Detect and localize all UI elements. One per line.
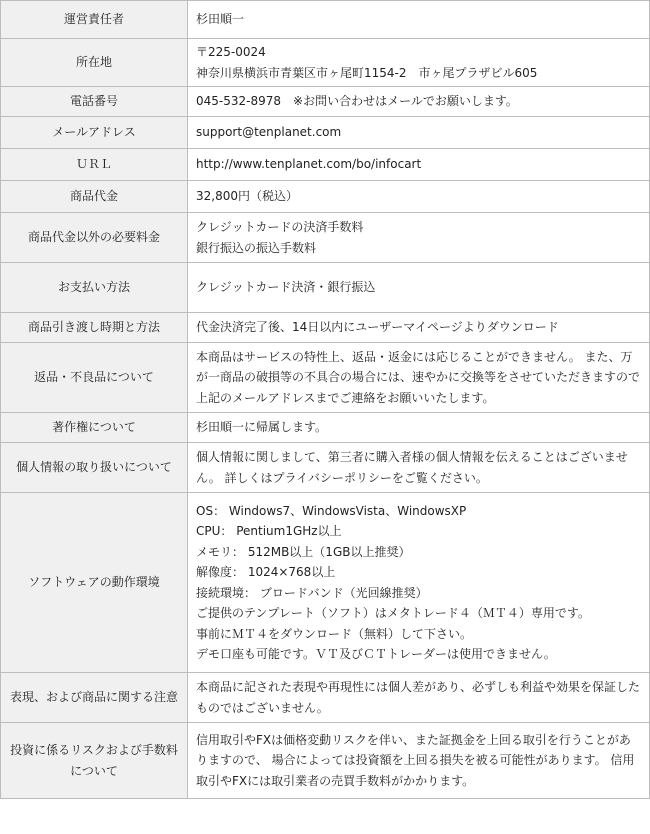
row-value <box>188 443 650 493</box>
row-value <box>188 1 650 39</box>
row-email <box>1 117 650 149</box>
row-value <box>188 493 650 673</box>
value-line: CPU： Pentium1GHz以上 <box>196 524 342 538</box>
value-line: クレジットカードの決済手数料 <box>196 220 364 234</box>
row-manager <box>1 1 650 39</box>
row-label: ソフトウェアの動作環境 <box>1 493 188 673</box>
value-line: http://www.tenplanet.com/bo/infocart <box>196 157 422 172</box>
value-line: クレジットカード決済・銀行振込 <box>196 280 376 295</box>
row-value <box>188 343 650 413</box>
row-copyright <box>1 413 650 443</box>
row-value <box>188 313 650 343</box>
row-value <box>188 673 650 723</box>
value-line: 本商品に記された表現や再現性には個人差があり、必ずしも利益や効果を保証したものではございません。 <box>196 680 641 715</box>
row-value <box>188 263 650 313</box>
value-line: 代金決済完了後、14日以内にユーザーマイページよりダウンロード <box>196 320 559 335</box>
row-label: ＵＲＬ <box>1 149 188 181</box>
row-label: 所在地 <box>1 39 188 87</box>
row-value <box>188 117 650 149</box>
row-value <box>188 149 650 181</box>
row-phone <box>1 87 650 117</box>
row-label: 電話番号 <box>1 87 188 117</box>
value-line: ご提供のテンプレート（ソフト）はメタトレード４（ＭＴ４）専用です。 <box>196 606 590 620</box>
row-label: メールアドレス <box>1 117 188 149</box>
row-value <box>188 413 650 443</box>
value-line: 事前にＭＴ４をダウンロード（無料）して下さい。 <box>196 626 473 641</box>
value-line: メモリ： 512MB以上（1GB以上推奨） <box>196 544 411 559</box>
row-system-requirements <box>1 493 650 673</box>
value-line: 接続環境： ブロードバンド（光回線推奨） <box>196 585 428 600</box>
row-value <box>188 181 650 213</box>
row-label: 個人情報の取り扱いについて <box>1 443 188 493</box>
value-line: 本商品はサービスの特性上、返品・返金には応じることができません。 また、万が一商品の破損等の不具合の場合には、速やかに交換等をさせていただきますので上記のメールアドレスまでご連絡をお願いいたします。 <box>196 349 641 405</box>
value-line: 解像度： 1024×768以上 <box>196 565 336 579</box>
row-value <box>188 39 650 87</box>
value-line: 神奈川県横浜市青葉区市ヶ尾町1154-2 市ヶ尾プラザビル605 <box>196 65 538 80</box>
info-table-body <box>1 1 650 799</box>
value-line: 045-532-8978 ※お問い合わせはメールでお願いします。 <box>196 94 518 109</box>
row-privacy <box>1 443 650 493</box>
row-label: 商品代金以外の必要料金 <box>1 213 188 263</box>
row-extra-fees <box>1 213 650 263</box>
row-label: 運営責任者 <box>1 1 188 39</box>
row-label: 商品代金 <box>1 181 188 213</box>
value-line: 〒225-0024 <box>196 45 266 59</box>
value-line: support@tenplanet.com <box>196 125 342 140</box>
row-address <box>1 39 650 87</box>
value-line: 32,800円（税込） <box>196 189 298 204</box>
row-price <box>1 181 650 213</box>
row-returns <box>1 343 650 413</box>
row-value <box>188 213 650 263</box>
row-label: 著作権について <box>1 413 188 443</box>
row-label: 返品・不良品について <box>1 343 188 413</box>
row-label: 商品引き渡し時期と方法 <box>1 313 188 343</box>
value-line: 個人情報に関しまして、第三者に購入者様の個人情報を伝えることはございません。 詳しくはプライバシーポリシーをご覧ください。 <box>196 450 628 485</box>
value-line: OS： Windows7、WindowsVista、WindowsXP <box>196 503 467 518</box>
value-line: 銀行振込の振込手数料 <box>196 240 317 255</box>
value-line: デモ口座も可能です。ＶＴ及びＣＴトレーダーは使用できません。 <box>196 647 556 661</box>
row-url <box>1 149 650 181</box>
row-investment-risk <box>1 723 650 799</box>
value-line: 杉田順一に帰属します。 <box>196 420 328 435</box>
row-disclaimer <box>1 673 650 723</box>
value-line: 信用取引やFXは価格変動リスクを伴い、また証拠金を上回る取引を行うことがありますので、 場合によっては投資額を上回る損失を被る可能性があります。 信用取引やFXには取引業者の売買手数料がかかります。 <box>196 732 635 788</box>
row-value <box>188 87 650 117</box>
row-delivery <box>1 313 650 343</box>
row-label: お支払い方法 <box>1 263 188 313</box>
row-label: 表現、および商品に関する注意 <box>1 673 188 723</box>
row-payment-method <box>1 263 650 313</box>
row-value <box>188 723 650 799</box>
row-label: 投資に係るリスクおよび手数料について <box>1 723 188 799</box>
value-line: 杉田順一 <box>196 12 245 27</box>
